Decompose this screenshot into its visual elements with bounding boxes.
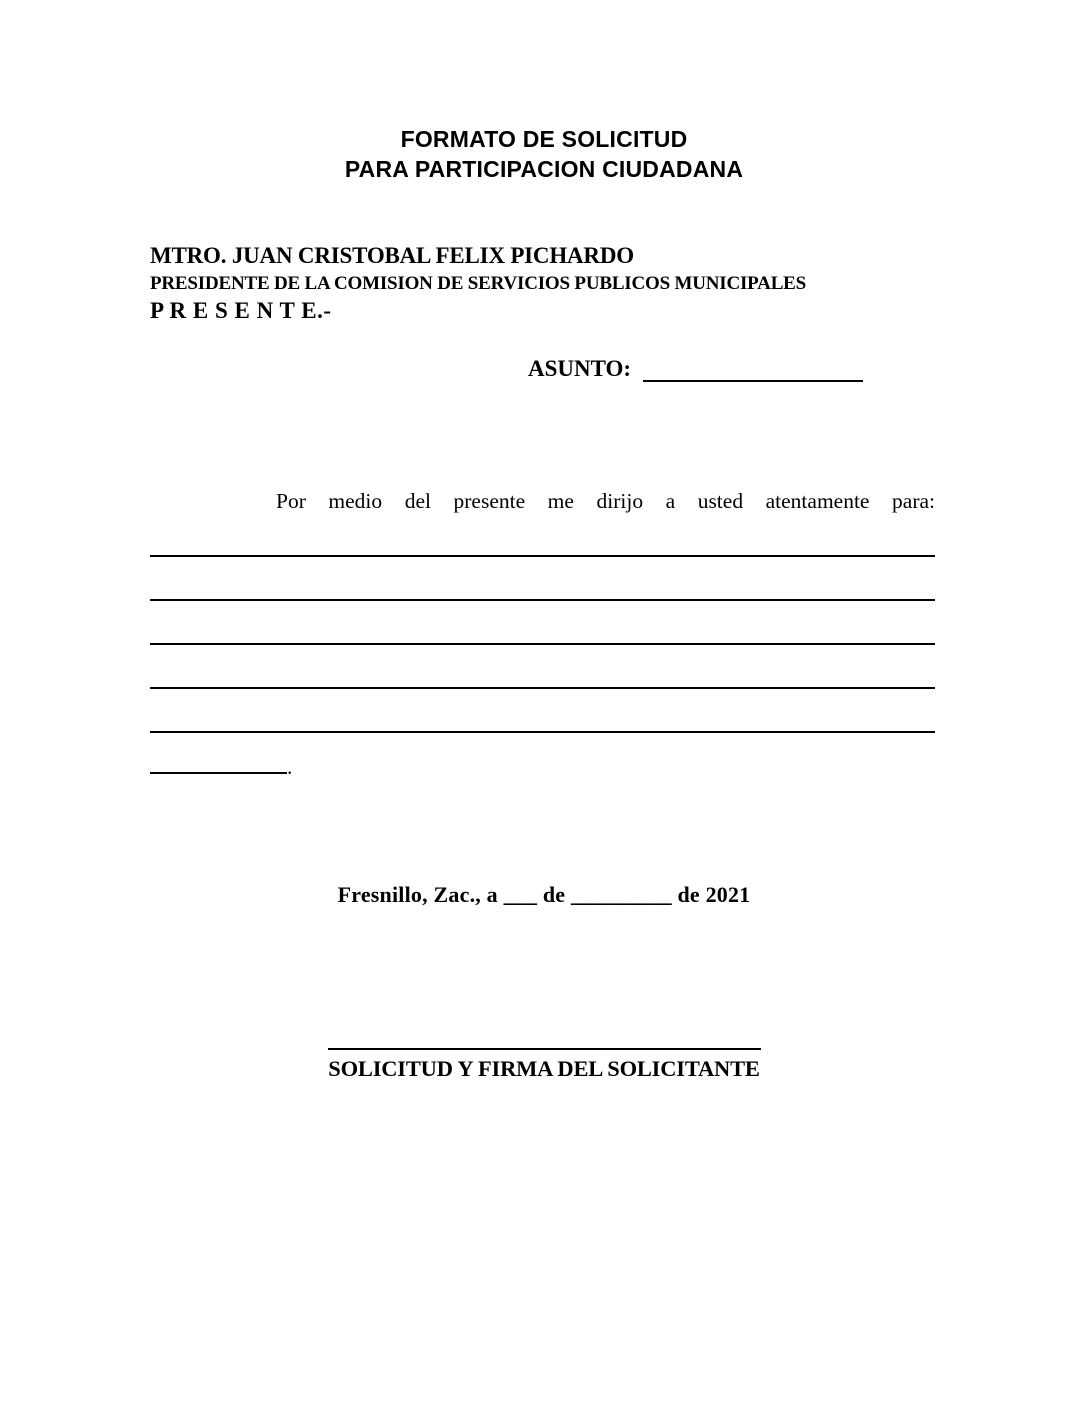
final-period: . xyxy=(287,755,293,779)
writing-line xyxy=(150,555,935,557)
salutation: P R E S E N T E.- xyxy=(150,298,332,323)
body-intro-paragraph: Por medio del presente me dirijo a usted atentamente para: xyxy=(276,489,935,513)
subject-blank-line xyxy=(643,357,863,382)
writing-line xyxy=(150,643,935,645)
title-line-2: PARA PARTICIPACION CIUDADANA xyxy=(344,156,744,182)
recipient-name: MTRO. JUAN CRISTOBAL FELIX PICHARDO xyxy=(150,243,634,268)
date-line: Fresnillo, Zac., a ___ de _________ de 2021 xyxy=(337,882,751,907)
subject-label: ASUNTO: xyxy=(528,356,632,381)
subject-row xyxy=(528,356,863,382)
final-blank-row xyxy=(150,750,292,780)
writing-line xyxy=(150,687,935,689)
writing-line xyxy=(150,599,935,601)
recipient-title: PRESIDENTE DE LA COMISION DE SERVICIOS PUBLICOS MUNICIPALES xyxy=(150,273,807,294)
title-line-1: FORMATO DE SOLICITUD xyxy=(400,126,688,152)
writing-line xyxy=(150,731,935,733)
signature-label: SOLICITUD Y FIRMA DEL SOLICITANTE xyxy=(328,1056,760,1081)
signature-line xyxy=(328,1048,761,1050)
final-blank-line xyxy=(150,750,287,774)
document-title xyxy=(0,124,1088,184)
